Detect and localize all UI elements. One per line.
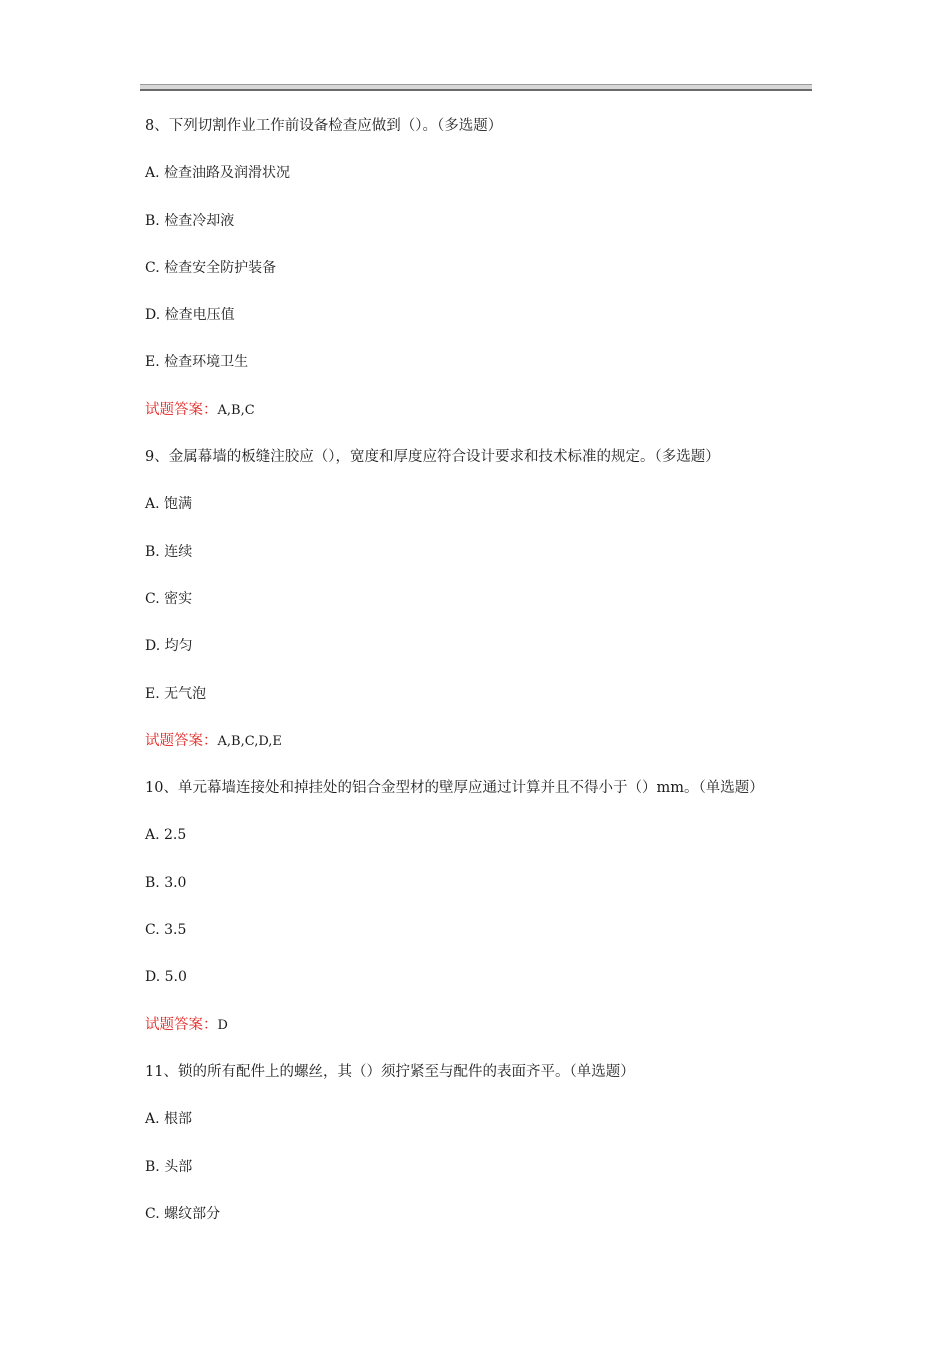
option-d: D. 均匀 (145, 638, 193, 655)
option-d: D. 检查电压值 (145, 307, 235, 324)
option-e: E. 检查环境卫生 (145, 354, 249, 371)
question-list (145, 112, 825, 1247)
option-c: C. 3.5 (145, 922, 187, 939)
option-c: C. 密实 (145, 590, 193, 607)
answer-label: 试题答案： (145, 1016, 218, 1033)
option-a: A. 饱满 (145, 496, 193, 513)
question-stem: 9、金属幕墙的板缝注胶应（），宽度和厚度应符合设计要求和技术标准的规定。（多选题） (145, 449, 720, 466)
option-a: A. 检查油路及润滑状况 (145, 165, 291, 182)
option-b: B. 3.0 (145, 874, 187, 891)
option-b: B. 头部 (145, 1158, 193, 1175)
answer-label: 试题答案： (145, 732, 218, 749)
question-stem: 11、锁的所有配件上的螺丝，其（）须拧紧至与配件的表面齐平。（单选题） (145, 1063, 635, 1080)
answer-value: A,B,C,D,E (217, 733, 282, 749)
option-e: E. 无气泡 (145, 685, 207, 702)
option-a: A. 2.5 (145, 827, 187, 844)
question-stem: 10、单元幕墙连接处和掉挂处的铝合金型材的壁厚应通过计算并且不得小于（）mm。（单选题） (145, 780, 764, 797)
option-c: C. 检查安全防护装备 (145, 259, 277, 276)
option-b: B. 连续 (145, 543, 193, 560)
header-rule (140, 84, 812, 91)
option-c: C. 螺纹部分 (145, 1205, 221, 1222)
answer-label: 试题答案： (145, 401, 218, 418)
answer-value: D (217, 1017, 228, 1033)
option-d: D. 5.0 (145, 969, 187, 986)
answer-line (145, 396, 825, 443)
answer-value: A,B,C (217, 402, 255, 418)
question-stem: 8、下列切割作业工作前设备检查应做到（）。（多选题） (145, 118, 503, 134)
answer-line (145, 1011, 825, 1058)
option-b: B. 检查冷却液 (145, 212, 235, 229)
answer-line (145, 727, 825, 774)
option-a: A. 根部 (145, 1111, 193, 1128)
